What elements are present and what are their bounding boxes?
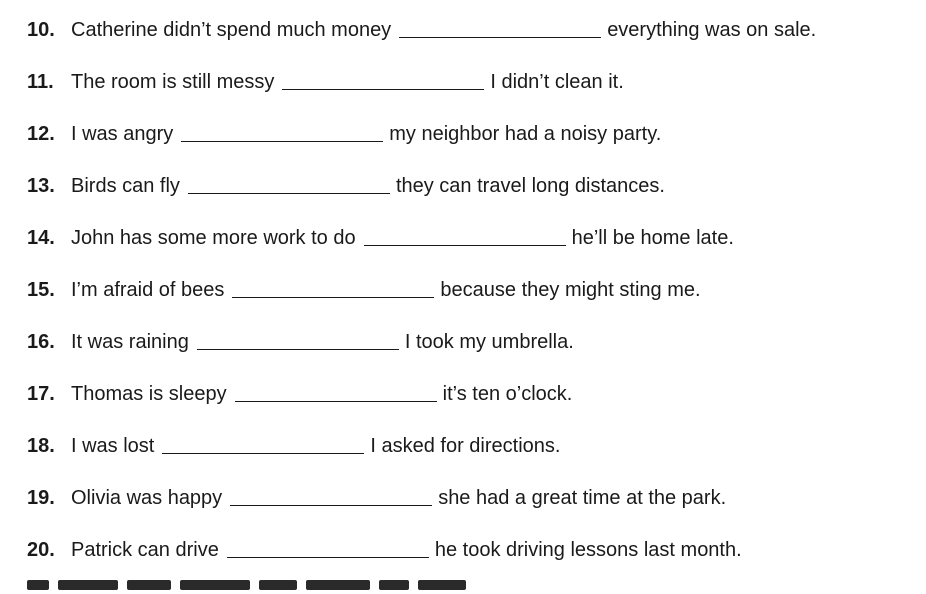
exercise-item [27,170,665,198]
sentence-start: Thomas is sleepy [71,383,227,405]
answer-blank[interactable] [282,89,484,90]
exercise-item [27,326,574,354]
answer-blank[interactable] [188,193,390,194]
sentence-end: I asked for directions. [370,435,561,457]
sentence-start: The room is still messy [71,71,275,93]
answer-blank[interactable] [197,349,399,350]
exercise-item [27,482,726,510]
sentence-end: he’ll be home late. [571,227,734,249]
item-number: 12. [27,123,55,145]
sentence-end: he took driving lessons last month. [434,539,742,561]
exercise-item [27,430,560,458]
exercise-item [27,14,816,42]
item-number: 13. [27,175,55,197]
item-number: 14. [27,227,55,249]
sentence-start: Birds can fly [71,175,180,197]
exercise-item [27,222,734,250]
answer-blank[interactable] [162,453,364,454]
item-number: 15. [27,279,55,301]
answer-blank[interactable] [232,297,434,298]
item-number: 10. [27,19,55,41]
sentence-start: John has some more work to do [71,227,356,249]
sentence-end: everything was on sale. [607,19,817,41]
answer-blank[interactable] [227,557,429,558]
answer-blank[interactable] [230,505,432,506]
sentence-start: Catherine didn’t spend much money [71,19,392,41]
sentence-start: Patrick can drive [71,539,219,561]
exercise-item [27,66,624,94]
item-number: 17. [27,383,55,405]
exercise-item [27,378,572,406]
sentence-start: It was raining [71,331,189,353]
sentence-start: I was lost [71,435,155,457]
sentence-start: I was angry [71,123,174,145]
item-number: 19. [27,487,55,509]
sentence-start: Olivia was happy [71,487,223,509]
item-number: 16. [27,331,55,353]
exercise-item [27,534,742,562]
sentence-end: because they might sting me. [440,279,701,301]
sentence-end: it’s ten o’clock. [442,383,573,405]
item-number: 20. [27,539,55,561]
answer-blank[interactable] [235,401,437,402]
cropped-next-line [27,580,497,594]
answer-blank[interactable] [181,141,383,142]
item-number: 11. [27,71,54,93]
sentence-start: I’m afraid of bees [71,279,225,301]
answer-blank[interactable] [364,245,566,246]
sentence-end: she had a great time at the park. [438,487,727,509]
item-number: 18. [27,435,55,457]
sentence-end: they can travel long distances. [395,175,665,197]
sentence-end: I took my umbrella. [404,331,574,353]
answer-blank[interactable] [399,37,601,38]
exercise-item [27,274,701,302]
sentence-end: I didn’t clean it. [490,71,624,93]
exercise-item [27,118,661,146]
sentence-end: my neighbor had a noisy party. [389,123,662,145]
